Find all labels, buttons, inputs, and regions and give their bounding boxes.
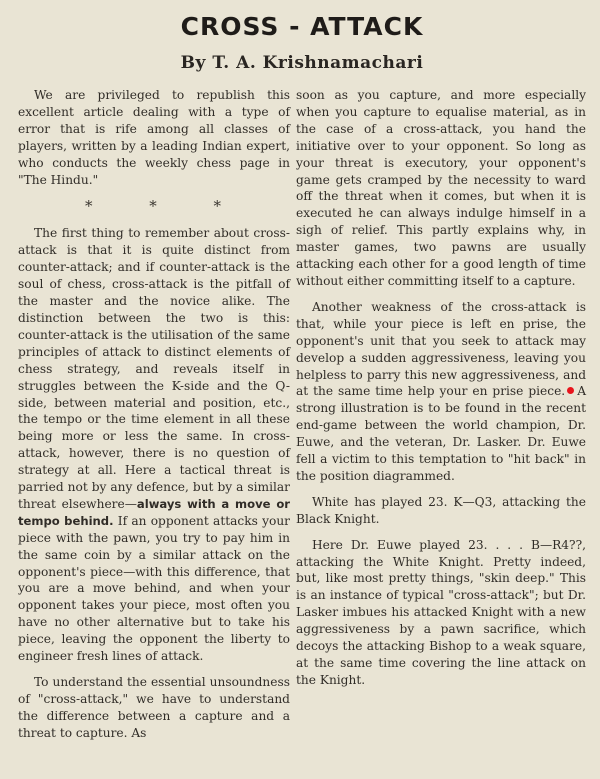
article-title: CROSS - ATTACK bbox=[180, 12, 424, 41]
paragraph-unsoundness: To understand the essential unsoundness of "cross-attack," we have to understand the difference between a capture and a threat to capture. As bbox=[18, 675, 290, 740]
paragraph-text: Another weakness of the cross-attack is that, while your piece is left en prise, the opponent's unit that you seek to attack may develop a sudden aggressiveness, leaving you helpless to parry this new aggressiveness, and at the same time help your en prise piece. bbox=[296, 299, 586, 399]
paragraph-distinction bbox=[18, 225, 290, 665]
left-column bbox=[18, 87, 290, 751]
article-columns bbox=[18, 87, 586, 751]
section-separator: * * * bbox=[84, 197, 248, 216]
paragraph-text: The first thing to remember about cross-attack is that it is quite distinct from counter-attack; and if counter-attack is the soul of chess, cross-attack is the pitfall of the master and the novice alike. The distinction between the two is this: counter-attack is the utilisation of the same principles of attack to distinct elements of chess strategy, and reveals itself in struggles between the K-side and the Q-side, between material and position, etc., the tempo or the time element in all these being more or less the same. In cross-attack, however, there is no question of strategy at all. Here a tactical threat is parried not by any defence, but by a similar threat elsewhere— bbox=[18, 226, 290, 511]
paragraph-weakness bbox=[296, 299, 586, 485]
paragraph-white-move: White has played 23. K—Q3, attacking the Black Knight. bbox=[296, 494, 586, 526]
intro-paragraph: We are privileged to republish this excellent article dealing with a type of error that is rife among all classes of players, written by a leading Indian expert, who conducts the weekly chess page in "The Hindu." bbox=[18, 88, 290, 187]
paragraph-text-continued: If an opponent attacks your piece with the pawn, you try to pay him in the same coin by a similar attack on the opponent's piece—with this difference, that you are a move behind, and when your opponent takes your piece, most often you have no other alternative but to take his piece, leaving the opponent the liberty to engineer fresh lines of attack. bbox=[18, 513, 290, 664]
paragraph-capture: soon as you capture, and more especially when you capture to equalise material, as in the case of a cross-attack, you hand the initiative over to your opponent. So long as your threat is executory, your opponent's game gets cramped by the necessity to ward off the threat when it comes, but when it is executed he can always indulge himself in a sigh of relief. This partly explains why, in master games, two pawns are usually attacking each other for a good length of time without either committing itself to a capture. bbox=[296, 88, 586, 288]
paragraph-euwe-move: Here Dr. Euwe played 23. . . . B—R4??, attacking the White Knight. Pretty indeed, but, like most pretty things, "skin deep." This is an instance of typical "cross-attack"; but Dr. Lasker imbues his attacked Knight with a new aggressiveness by a pawn sacrifice, which decoys the attacking Bishop to a weak square, at the same time covering the line attack on the Knight. bbox=[296, 537, 586, 687]
emphasis-text: always with a move or tempo behind. bbox=[18, 496, 290, 528]
paragraph-text-continued: A strong illustration is to be found in the recent end-game between the world champion, Dr. Euwe, and the veteran, Dr. Lasker. Dr. Euwe fell a victim to this temptation to "hit back" in the position diagrammed. bbox=[296, 384, 586, 483]
article-byline: By T. A. Krishnamachari bbox=[180, 53, 424, 73]
right-column bbox=[296, 87, 586, 751]
red-dot-marker bbox=[567, 387, 574, 394]
